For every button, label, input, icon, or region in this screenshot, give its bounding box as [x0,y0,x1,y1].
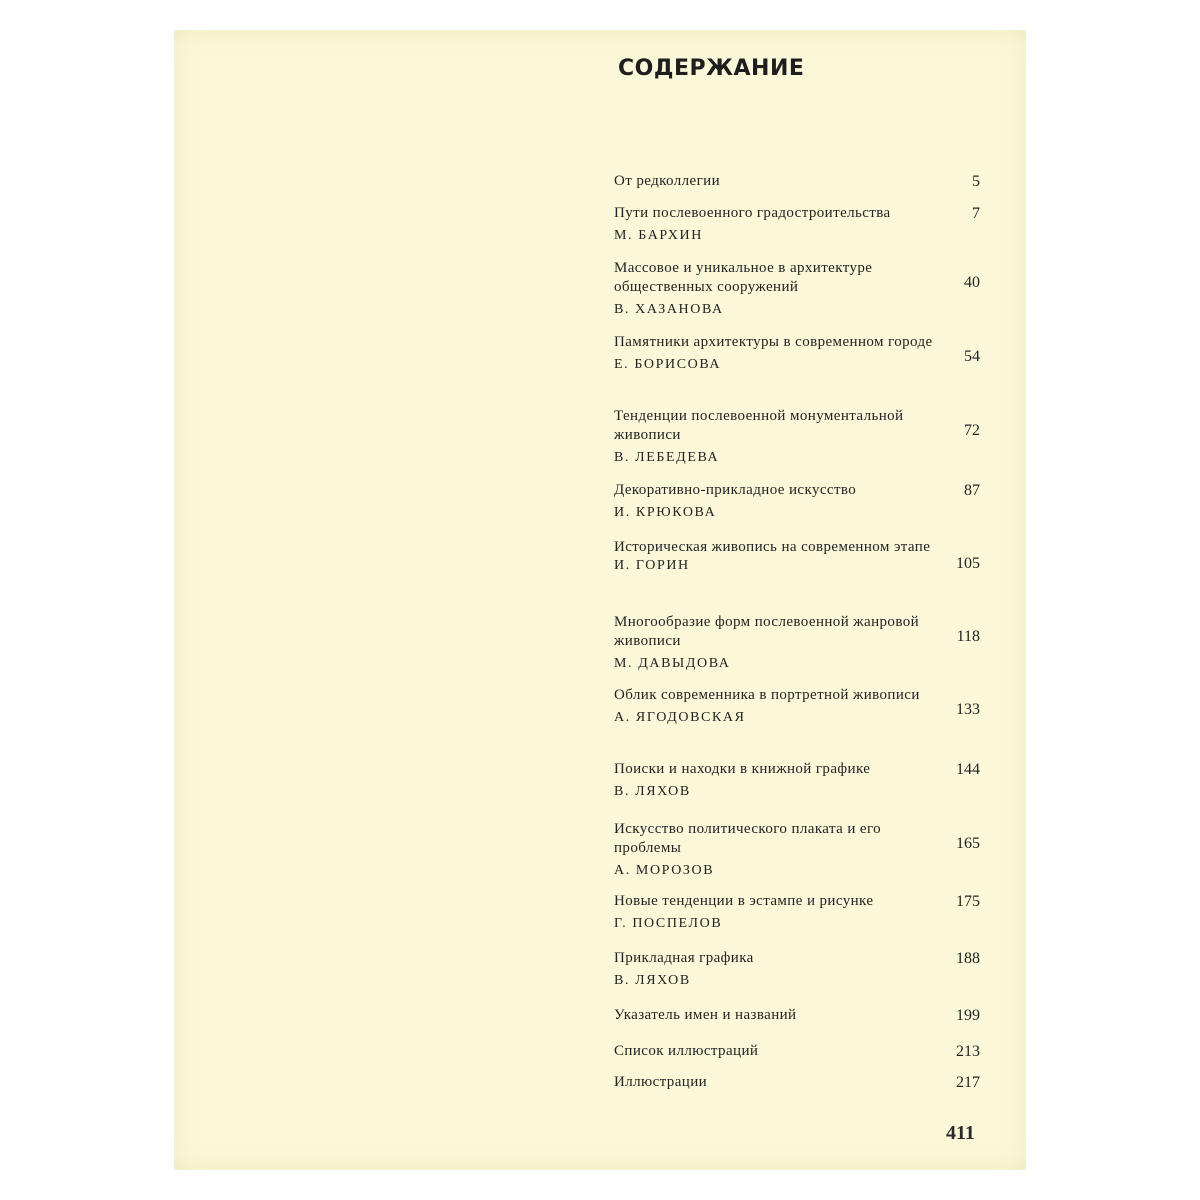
entry-page-number: 165 [956,835,980,852]
entry-page-number: 133 [956,701,980,718]
entry-author: И. ГОРИН [614,558,690,573]
entry-title: Список иллюстраций [614,1043,759,1059]
entry-page-number: 217 [956,1074,980,1091]
book-page-number: 411 [946,1122,975,1144]
entry-author: И. КРЮКОВА [614,505,717,520]
toc-entry [614,481,980,521]
entry-title: Историческая живопись на современном этапе [614,539,931,555]
entry-author: Е. БОРИСОВА [614,357,722,372]
entry-page-number: 188 [956,950,980,967]
entry-page-number: 40 [964,274,980,291]
book-page [174,30,1026,1170]
entry-author: М. ДАВЫДОВА [614,656,731,671]
entry-page-number: 105 [956,555,980,572]
entry-title: Пути послевоенного градостроительства [614,205,891,221]
toc-entry [614,259,980,318]
entry-page-number: 54 [964,348,980,365]
entry-author: В. ЛЯХОВ [614,973,691,988]
toc-entry [614,760,980,800]
toc-entry [614,892,980,932]
entry-page-number: 175 [956,893,980,910]
entry-page-number: 144 [956,761,980,778]
entry-author: В. ХАЗАНОВА [614,302,724,317]
toc-entry [614,1006,980,1025]
entry-title: Тенденции послевоенной монументальной живописи [614,408,904,443]
entry-title: От редколлегии [614,173,720,189]
entry-page-number: 199 [956,1007,980,1024]
toc-entry [614,613,980,672]
toc-entry [614,949,980,989]
toc-entry [614,538,980,574]
entry-title: Искусство политического плаката и его проблемы [614,821,882,856]
entry-author: А. ЯГОДОВСКАЯ [614,710,746,725]
toc-entry [614,407,980,466]
entry-title: Памятники архитектуры в современном городе [614,334,933,350]
entry-title: Иллюстрации [614,1074,708,1090]
toc-entry [614,204,980,244]
entry-page-number: 118 [956,628,980,645]
entry-page-number: 87 [964,482,980,499]
entry-author: В. ЛЕБЕДЕВА [614,450,720,465]
entry-title: Декоративно-прикладное искусство [614,482,857,498]
toc-entry [614,1073,980,1092]
toc-heading: СОДЕРЖАНИЕ [618,56,805,81]
entry-page-number: 5 [972,173,980,190]
entry-title: Прикладная графика [614,950,754,966]
entry-page-number: 213 [956,1043,980,1060]
toc-entry [614,172,980,191]
entry-title: Указатель имен и названий [614,1007,797,1023]
entry-title: Новые тенденции в эстампе и рисунке [614,893,874,909]
entry-title: Облик современника в портретной живописи [614,687,920,703]
entry-title: Массовое и уникальное в архитектуре общественных сооружений [614,260,873,295]
entry-page-number: 7 [972,205,980,222]
toc-entry [614,1042,980,1061]
toc-entry [614,686,980,726]
entry-title: Поиски и находки в книжной графике [614,761,871,777]
entry-page-number: 72 [964,422,980,439]
entry-author: А. МОРОЗОВ [614,863,715,878]
entry-title: Многообразие форм послевоенной жанровой живописи [614,614,920,649]
entry-author: Г. ПОСПЕЛОВ [614,916,723,931]
toc-entry [614,820,980,879]
entry-author: М. БАРХИН [614,228,703,243]
entry-author: В. ЛЯХОВ [614,784,691,799]
toc-entry [614,333,980,373]
